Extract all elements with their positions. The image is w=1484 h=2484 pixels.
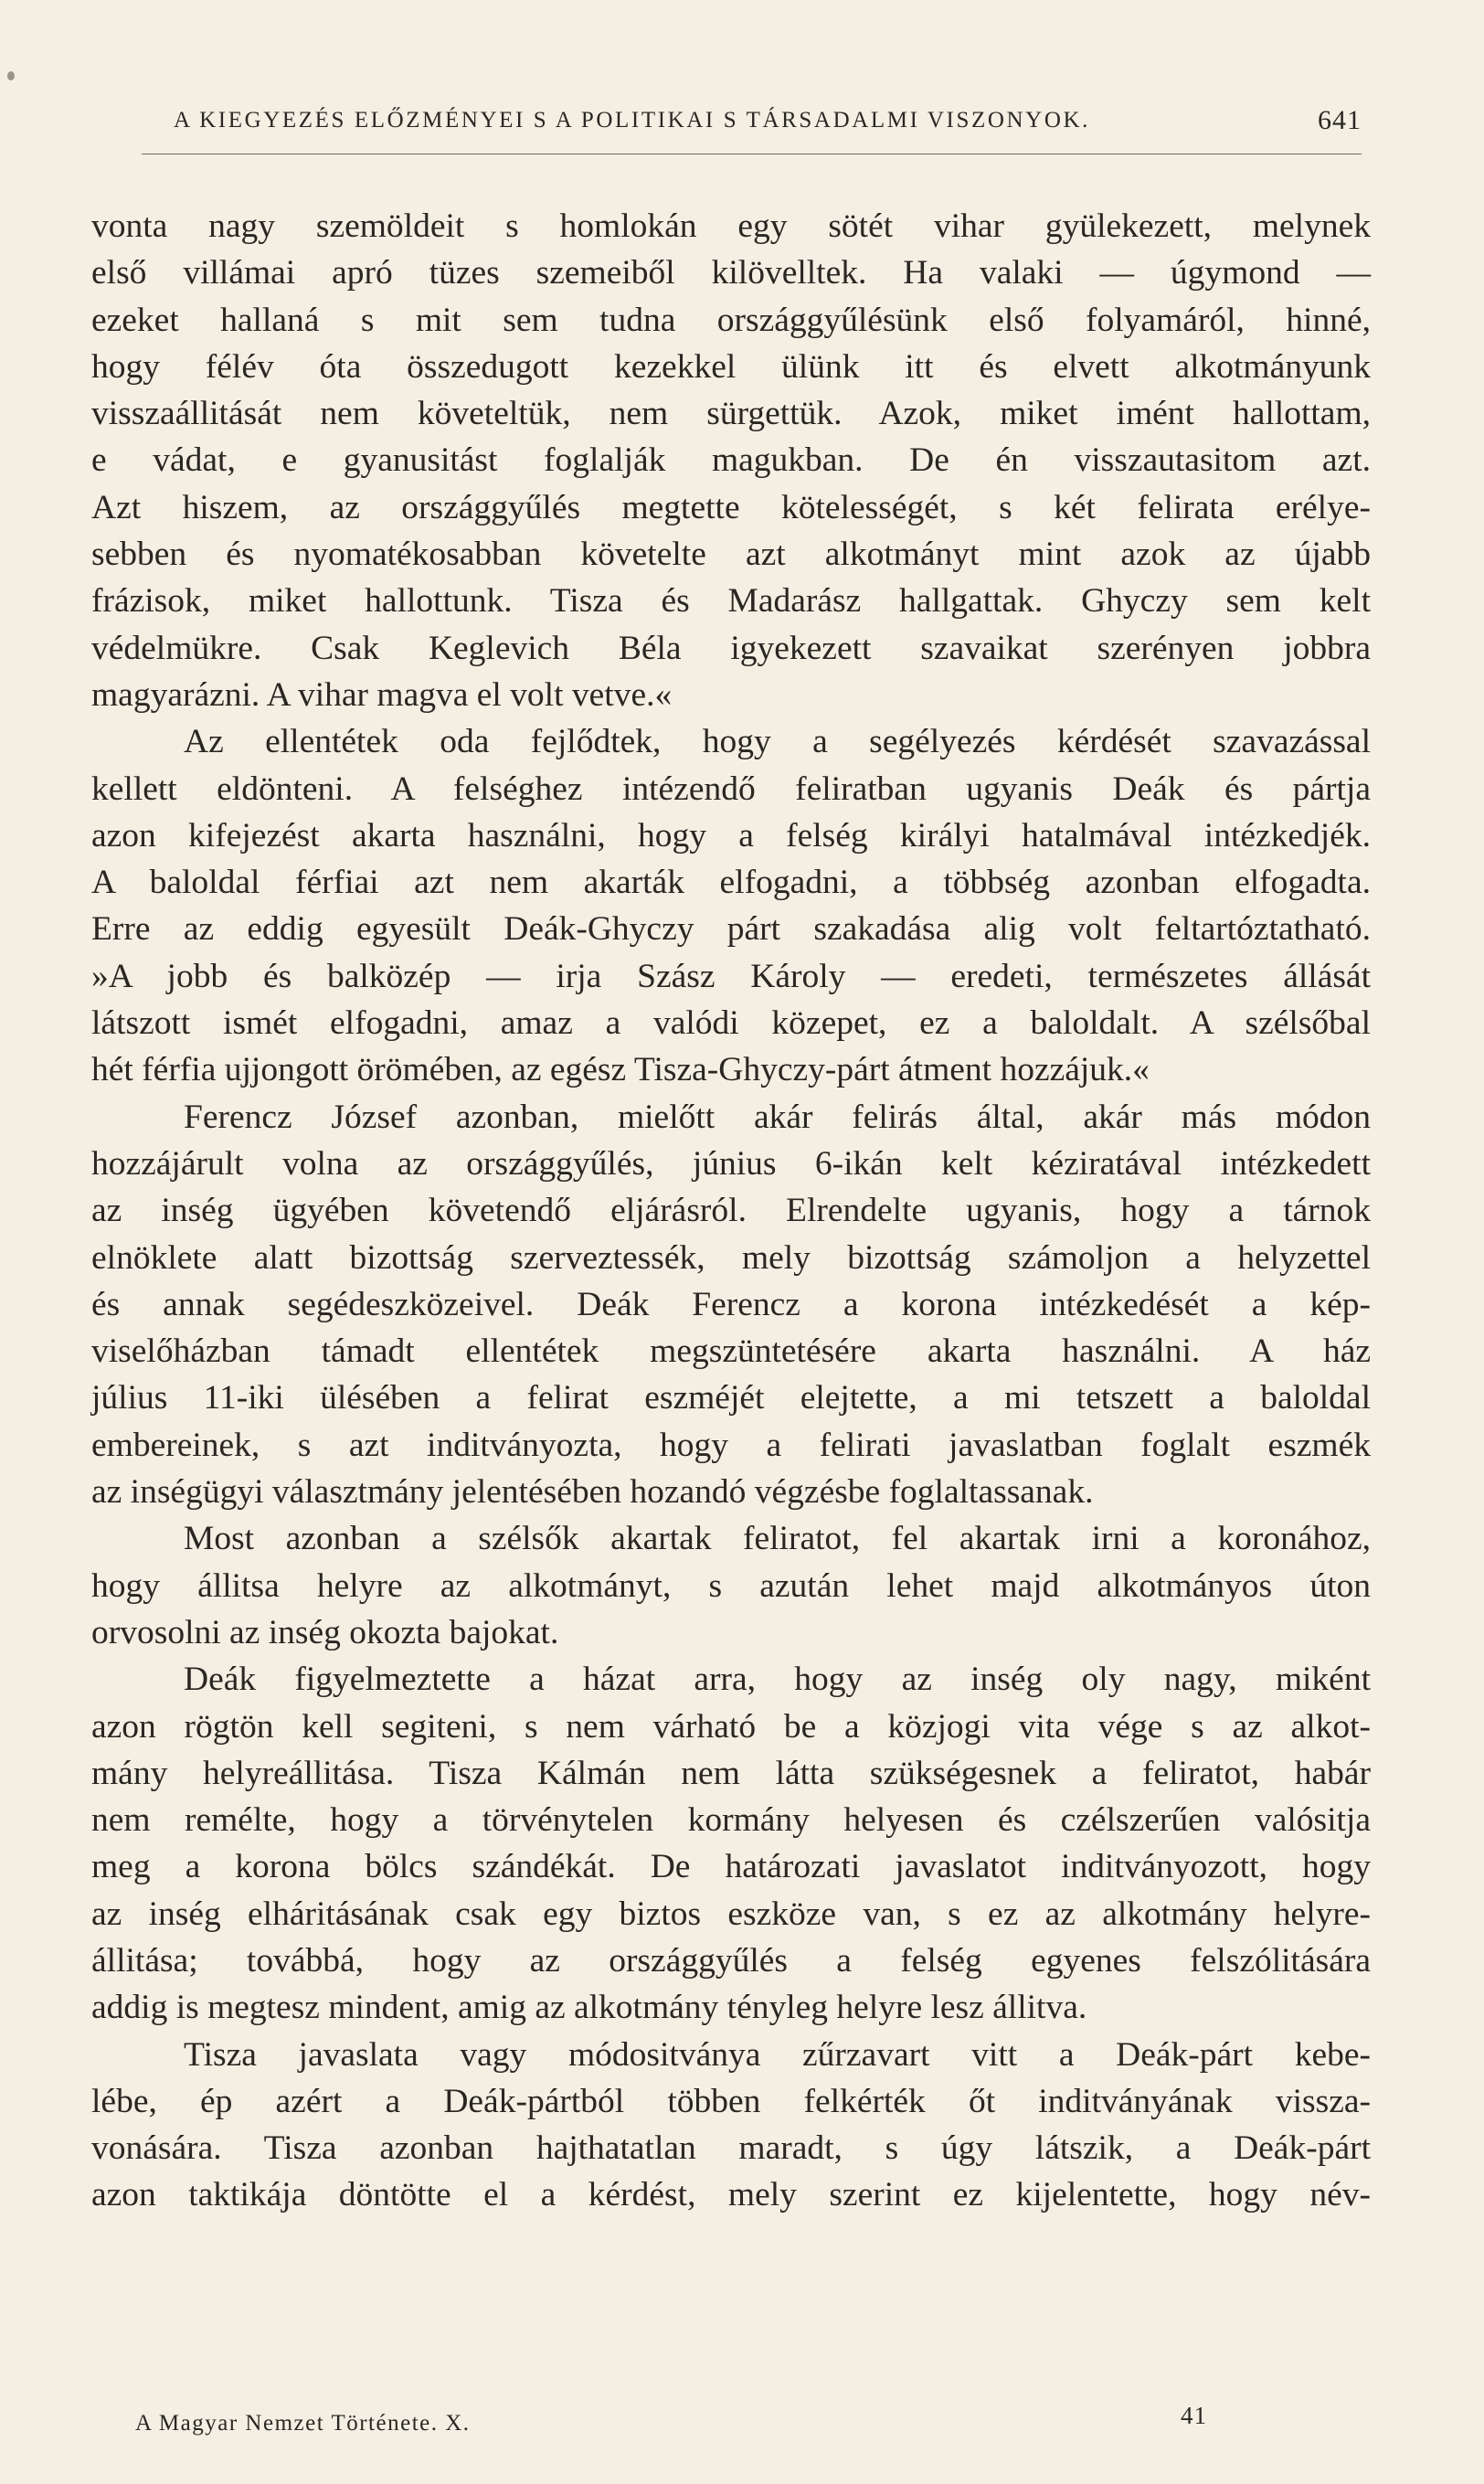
text-line: addig is megtesz mindent, amig az alkotmány tényleg helyre lesz állitva.	[91, 1989, 1087, 2027]
text-line: elnöklete alatt bizottság szerveztessék, mely bizottság számoljon a helyzettel	[91, 1238, 1371, 1277]
text-line: Tisza javaslata vagy módositványa zűrzavart vitt a Deák-párt kebe-	[184, 2035, 1371, 2074]
text-line: és annak segédeszközeivel. Deák Ferencz a korona intézkedését a kép-	[91, 1285, 1371, 1323]
body-text	[91, 203, 1371, 2219]
text-line: embereinek, s azt inditványozta, hogy a felirati javaslatban foglalt eszmék	[91, 1426, 1371, 1464]
text-line: az inség ügyében követendő eljárásról. Elrendelte ugyanis, hogy a tárnok	[91, 1192, 1371, 1230]
text-line: sebben és nyomatékosabban követelte azt alkotmányt mint azok az újabb	[91, 536, 1371, 574]
text-line: az inségügyi választmány jelentésében hozandó végzésbe foglaltassanak.	[91, 1473, 1094, 1512]
text-line: első villámai apró tüzes szemeiből kilövelltek. Ha valaki — úgymond —	[91, 254, 1371, 292]
text-line: nem remélte, hogy a törvénytelen kormány helyesen és czélszerűen valósitja	[91, 1801, 1371, 1840]
text-line: lébe, ép azért a Deák-pártból többen felkérték őt inditványának vissza-	[91, 2082, 1371, 2120]
text-line: ezeket hallaná s mit sem tudna országgyűlésünk első folyamáról, hinné,	[91, 301, 1371, 339]
text-line: Deák figyelmeztette a házat arra, hogy az inség oly nagy, miként	[184, 1661, 1371, 1699]
text-line: Ferencz József azonban, mielőtt akár felirás által, akár más módon	[184, 1098, 1371, 1136]
text-line: »A jobb és balközép — irja Szász Károly — eredeti, természetes állását	[91, 957, 1371, 995]
text-line: július 11-iki ülésében a felirat eszméjét elejtette, a mi tetszett a baloldal	[91, 1379, 1371, 1417]
text-line: az inség elháritásának csak egy biztos eszköze van, s ez az alkotmány helyre-	[91, 1895, 1371, 1933]
running-header	[174, 105, 1362, 144]
running-title: A KIEGYEZÉS ELŐZMÉNYEI S A POLITIKAI S TÁRSADALMI VISZONYOK.	[174, 108, 1090, 133]
text-line: azon rögtön kell segiteni, s nem várható be a közjogi vita vége s az alkot-	[91, 1707, 1371, 1746]
text-line: vonására. Tisza azonban hajthatatlan maradt, s úgy látszik, a Deák-párt	[91, 2129, 1371, 2168]
text-line: azon kifejezést akarta használni, hogy a felség királyi hatalmával intézkedjék.	[91, 816, 1371, 855]
text-line: mány helyreállitása. Tisza Kálmán nem látta szükségesnek a feliratot, habár	[91, 1754, 1371, 1792]
footer-signature-number: 41	[1181, 2402, 1207, 2429]
text-line: Erre az eddig egyesült Deák-Ghyczy párt szakadása alig volt feltartóztatható.	[91, 910, 1371, 949]
text-line: Az ellentétek oda fejlődtek, hogy a segélyezés kérdését szavazással	[184, 723, 1371, 761]
text-line: hozzájárult volna az országgyűlés, június 6-ikán kelt kéziratával intézkedett	[91, 1144, 1371, 1183]
text-line: kellett eldönteni. A felséghez intézendő feliratban ugyanis Deák és pártja	[91, 770, 1371, 808]
text-line: látszott ismét elfogadni, amaz a valódi közepet, ez a baloldalt. A szélsőbal	[91, 1004, 1371, 1043]
paper-speck	[7, 71, 15, 80]
text-line: visszaállitását nem követeltük, nem sürgettük. Azok, miket imént hallottam,	[91, 395, 1371, 433]
page-number: 641	[1318, 105, 1362, 135]
text-line: meg a korona bölcs szándékát. De határozati javaslatot inditványozott, hogy	[91, 1848, 1371, 1886]
text-line: állitása; továbbá, hogy az országgyűlés a felség egyenes felszólitására	[91, 1941, 1371, 1980]
text-line: magyarázni. A vihar magva el volt vetve.«	[91, 675, 673, 714]
text-line: viselőházban támadt ellentétek megszüntetésére akarta használni. A ház	[91, 1332, 1371, 1371]
text-line: orvosolni az inség okozta bajokat.	[91, 1613, 559, 1651]
text-line: Azt hiszem, az országgyűlés megtette kötelességét, s két felirata erélye-	[91, 488, 1371, 526]
text-line: hét férfia ujjongott örömében, az egész Tisza-Ghyczy-párt átment hozzájuk.«	[91, 1051, 1150, 1089]
text-line: azon taktikája döntötte el a kérdést, mely szerint ez kijelentette, hogy név-	[91, 2176, 1371, 2214]
text-line: e vádat, e gyanusitást foglalják magukban. De én visszautasitom azt.	[91, 441, 1371, 480]
text-line: A baloldal férfiai azt nem akarták elfogadni, a többség azonban elfogadta.	[91, 864, 1371, 902]
text-line: hogy félév óta összedugott kezekkel ülünk itt és elvett alkotmányunk	[91, 347, 1371, 386]
footer-book-title: A Magyar Nemzet Története. X.	[135, 2411, 471, 2436]
text-line: Most azonban a szélsők akartak feliratot, fel akartak irni a koronához,	[184, 1520, 1371, 1558]
text-line: védelmükre. Csak Keglevich Béla igyekezett szavaikat szerényen jobbra	[91, 629, 1371, 667]
text-line: vonta nagy szemöldeit s homlokán egy sötét vihar gyülekezett, melynek	[91, 207, 1371, 245]
text-line: frázisok, miket hallottunk. Tisza és Madarász hallgattak. Ghyczy sem kelt	[91, 582, 1371, 621]
text-line: hogy állitsa helyre az alkotmányt, s azután lehet majd alkotmányos úton	[91, 1566, 1371, 1605]
